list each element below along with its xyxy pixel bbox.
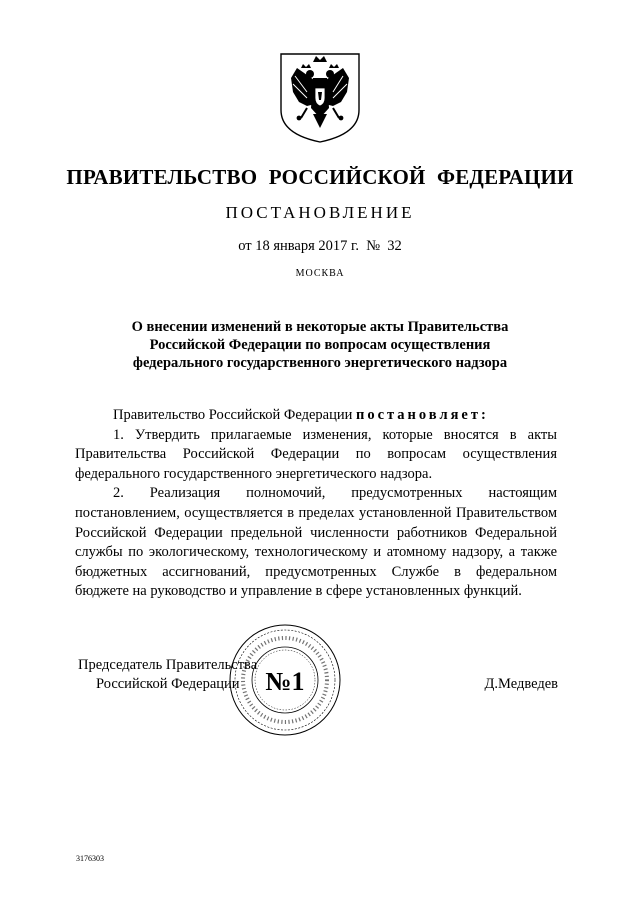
heading-line: федерального государственного энергетического надзора — [132, 355, 508, 371]
government-title: ПРАВИТЕЛЬСТВО РОССИЙСКОЙ ФЕДЕРАЦИИ — [66, 165, 574, 189]
seal-number: №1 — [265, 667, 305, 696]
document-heading — [90, 318, 550, 372]
preamble-text: Правительство Российской Федерации — [113, 407, 356, 423]
paragraph-preamble — [75, 406, 557, 426]
official-seal-icon — [228, 623, 342, 737]
signatory-name: Д.Медведев — [484, 676, 558, 692]
document-city: МОСКВА — [295, 268, 345, 279]
decree-word: постановляет: — [355, 407, 489, 423]
document-body — [75, 406, 557, 602]
signatory-title-line: Председатель Правительства — [78, 657, 258, 673]
document-type: ПОСТАНОВЛЕНИЕ — [225, 203, 415, 222]
document-code: 3176303 — [76, 854, 104, 863]
heading-line: О внесении изменений в некоторые акты Правительства — [131, 319, 509, 335]
russian-coat-of-arms-icon — [277, 48, 363, 144]
document-date-number: от 18 января 2017 г. № 32 — [238, 238, 402, 254]
heading-line: Российской Федерации по вопросам осуществления — [149, 337, 491, 353]
signatory-title-line: Российской Федерации — [96, 676, 240, 692]
paragraph-2: 2. Реализация полномочий, предусмотренных настоящим постановлением, осуществляется в пределах установленной Правительством Российской Федерации предельной численности работников Федеральной службы по экологическому, технологическому и атомному надзору, а также бюджетных ассигнований, предусмотренных Службе в федеральном бюджете на руководство и управление в сфере установленных функций. — [75, 485, 557, 600]
paragraph-1: 1. Утвердить прилагаемые изменения, которые вносятся в акты Правительства Российской Федерации по вопросам осуществления федерального государственного энергетического надзора. — [75, 426, 557, 482]
